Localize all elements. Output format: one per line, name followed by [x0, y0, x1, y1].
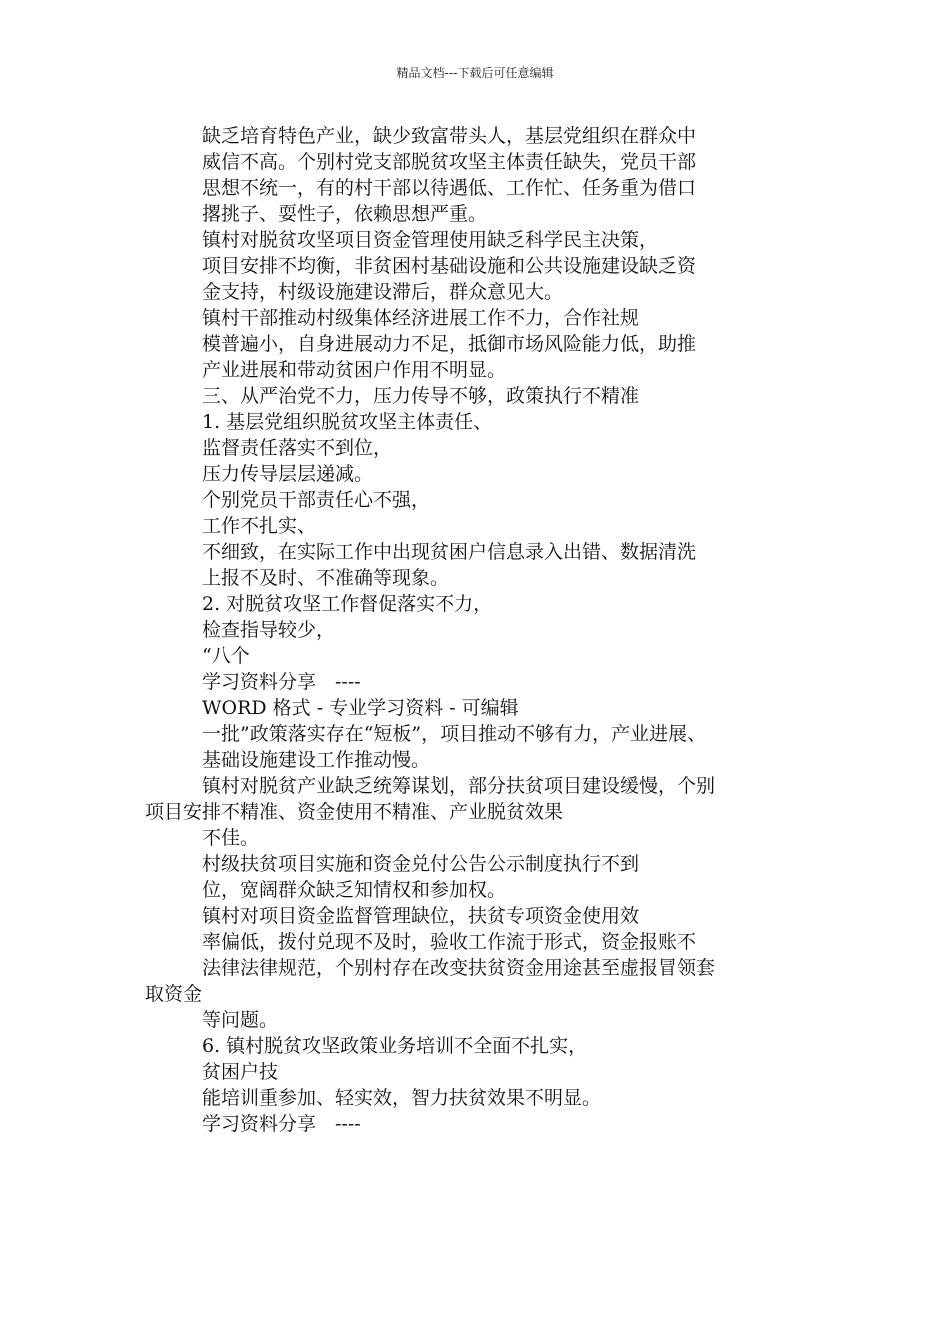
text-line: 村级扶贫项目实施和资金兑付公告公示制度执行不到 — [202, 853, 640, 875]
text-line: 法律法律规范，个别村存在改变扶贫资金用途甚至虚报冒领套 — [202, 957, 716, 979]
text-line: 产业进展和带动贫困户作用不明显。 — [202, 359, 507, 381]
text-line: 镇村对项目资金监督管理缺位，扶贫专项资金使用效 — [202, 905, 640, 927]
text-line: 上报不及时、不准确等现象。 — [202, 567, 450, 589]
text-line: 6. 镇村脱贫攻坚政策业务培训不全面不扎实， — [202, 1035, 588, 1057]
watermark-line: 学习资料分享 ---- — [202, 671, 361, 693]
text-line: 监督责任落实不到位， — [202, 437, 393, 459]
text-line: 基础设施建设工作推动慢。 — [202, 749, 431, 771]
text-line: 模普遍小，自身进展动力不足，抵御市场风险能力低，助推 — [202, 333, 697, 355]
section-heading: 三、从严治党不力，压力传导不够，政策执行不精准 — [202, 385, 640, 407]
watermark-line: 学习资料分享 ---- — [202, 1113, 361, 1135]
text-line: 项目安排不均衡，非贫困村基础设施和公共设施建设缺乏资 — [202, 255, 697, 277]
text-line: 位，宽阔群众缺乏知情权和参加权。 — [202, 879, 507, 901]
text-line: 个别党员干部责任心不强， — [202, 489, 431, 511]
text-line: 一批”政策落实存在“短板”，项目推动不够有力，产业进展、 — [202, 723, 707, 745]
text-line: 思想不统一，有的村干部以待遇低、工作忙、任务重为借口 — [202, 177, 697, 199]
text-line: “八个 — [202, 645, 250, 667]
text-line: 镇村对脱贫产业缺乏统筹谋划，部分扶贫项目建设缓慢，个别 — [202, 775, 716, 797]
text-line: 检查指导较少， — [202, 619, 336, 641]
text-line: 压力传导层层递减。 — [202, 463, 374, 485]
text-line: 能培训重参加、轻实效，智力扶贫效果不明显。 — [202, 1087, 602, 1109]
text-line: 不细致，在实际工作中出现贫困户信息录入出错、数据清洗 — [202, 541, 697, 563]
text-line: 等问题。 — [202, 1009, 279, 1031]
text-line: 率偏低，拨付兑现不及时，验收工作流于形式，资金报账不 — [202, 931, 697, 953]
text-line: 项目安排不精准、资金使用不精准、产业脱贫效果 — [145, 801, 564, 823]
text-line: 镇村对脱贫攻坚项目资金管理使用缺乏科学民主决策， — [202, 229, 659, 251]
text-line: 取资金 — [145, 983, 203, 1005]
text-line: 镇村干部推动村级集体经济进展工作不力，合作社规 — [202, 307, 640, 329]
text-line: 金支持，村级设施建设滞后，群众意见大。 — [202, 281, 564, 303]
text-line: 威信不高。个别村党支部脱贫攻坚主体责任缺失，党员干部 — [202, 151, 697, 173]
text-line: 1. 基层党组织脱贫攻坚主体责任、 — [202, 411, 493, 433]
page-header: 精品文档---下载后可任意编辑 — [396, 66, 554, 80]
watermark-line: WORD 格式 - 专业学习资料 - 可编辑 — [202, 697, 519, 719]
text-line: 不佳。 — [202, 827, 260, 849]
text-line: 撂挑子、耍性子，依赖思想严重。 — [202, 203, 488, 225]
text-line: 贫困户技 — [202, 1061, 279, 1083]
text-line: 缺乏培育特色产业，缺少致富带头人，基层党组织在群众中 — [202, 125, 697, 147]
text-line: 2. 对脱贫攻坚工作督促落实不力， — [202, 593, 493, 615]
text-line: 工作不扎实、 — [202, 515, 317, 537]
